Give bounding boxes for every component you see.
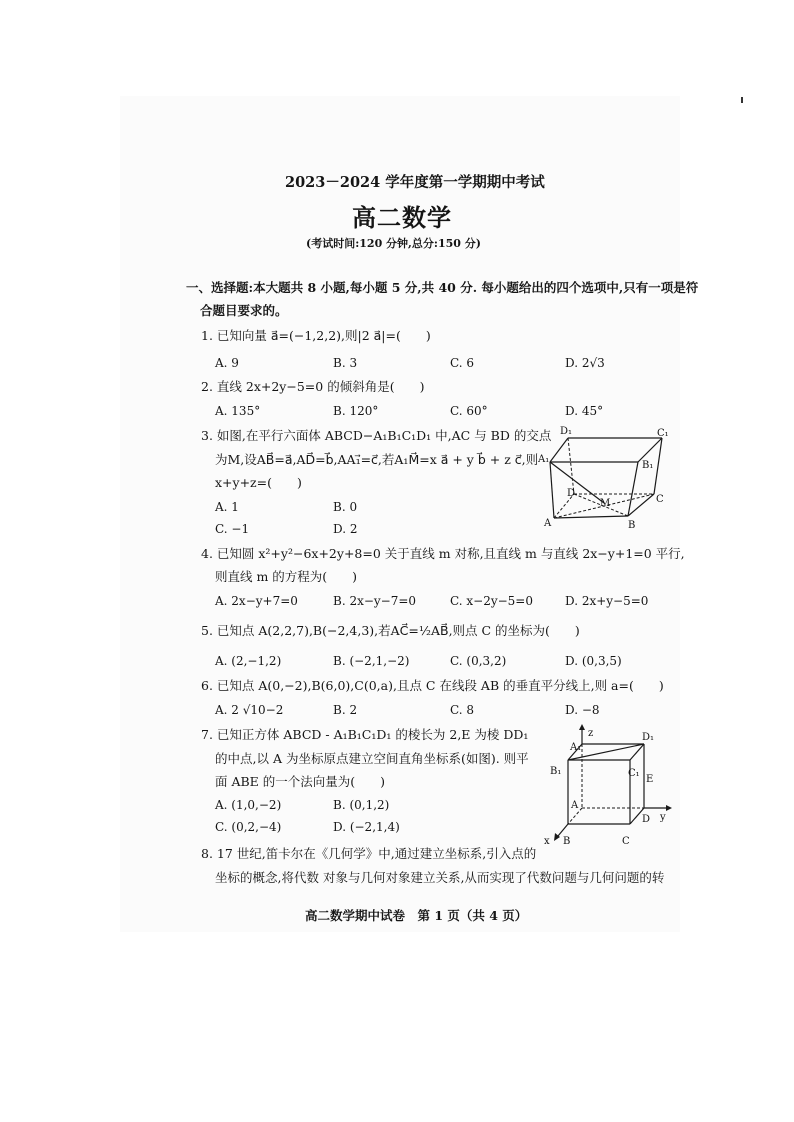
q7-option-c: C. (0,2,−4)	[215, 820, 282, 834]
question-3-line3: x+y+z=( )	[215, 475, 302, 490]
edge-a1-a	[550, 462, 554, 518]
label-d: D	[642, 814, 651, 825]
question-6: 6. 已知点 A(0,−2),B(6,0),C(0,a),且点 C 在线段 AB 的垂直平分线上,则 a=( )	[201, 678, 664, 693]
question-1: 1. 已知向量 a⃗=(−1,2,2),则|2 a⃗|=( )	[201, 328, 431, 343]
label-a: A	[571, 800, 579, 811]
z-arrow-icon	[579, 724, 585, 730]
label-a1: A₁	[570, 742, 582, 753]
y-arrow-icon	[666, 805, 672, 811]
question-8: 8. 17 世纪,笛卡尔在《几何学》中,通过建立坐标系,引入点的	[201, 846, 537, 861]
exam-info: (考试时间:120 分钟,总分:150 分)	[306, 237, 481, 250]
scan-mark	[741, 97, 743, 103]
label-a1: A₁	[538, 454, 550, 465]
q3-option-c: C. −1	[215, 522, 250, 536]
q5-option-a: A. (2,−1,2)	[215, 654, 282, 668]
q3-option-d: D. 2	[333, 522, 358, 536]
label-b: B	[563, 836, 571, 847]
q5-option-c: C. (0,3,2)	[450, 654, 507, 668]
q4-option-d: D. 2x+y−5=0	[565, 594, 649, 608]
q4-option-c: C. x−2y−5=0	[450, 594, 533, 608]
label-m: M	[600, 498, 611, 509]
question-4: 4. 已知圆 x²+y²−6x+2y+8=0 关于直线 m 对称,且直线 m 与直线 2x−y+1=0 平行,	[201, 546, 685, 561]
edge-d1-d	[568, 438, 574, 494]
section-heading-cont: 合题目要求的。	[200, 303, 288, 318]
exam-title: 2023－2024 学年度第一学期期中考试	[285, 174, 545, 191]
question-3: 3. 如图,在平行六面体 ABCD−A₁B₁C₁D₁ 中,AC 与 BD 的交点	[201, 428, 552, 443]
segment-a1-m	[550, 462, 604, 503]
question-7-line2: 的中点,以 A 为坐标原点建立空间直角坐标系(如图). 则平	[215, 751, 529, 766]
question-3-line2: 为M,设AB⃗=a⃗,AD⃗=b⃗,AA₁⃗=c⃗,若A₁M⃗=x a⃗ + y b⃗ + z c⃗,则	[215, 452, 539, 467]
q5-option-b: B. (−2,1,−2)	[333, 654, 410, 668]
label-b1: B₁	[642, 460, 654, 471]
label-c1: C₁	[628, 768, 640, 779]
q4-option-a: A. 2x−y+7=0	[215, 594, 298, 608]
axis-x	[558, 824, 568, 836]
q6-option-a: A. 2 √10−2	[215, 703, 284, 717]
q1-option-c: C. 6	[450, 356, 475, 370]
q6-option-b: B. 2	[333, 703, 358, 717]
question-7-line3: 面 ABE 的一个法向量为( )	[215, 774, 386, 789]
question-8-line2: 坐标的概念,将代数 对象与几何对象建立关系,从而实现了代数问题与几何问题的转	[215, 870, 665, 885]
q2-option-a: A. 135°	[215, 404, 261, 418]
q2-option-c: C. 60°	[450, 404, 488, 418]
label-a: A	[544, 518, 552, 529]
question-5: 5. 已知点 A(2,2,7),B(−2,4,3),若AC⃗=½AB⃗,则点 C 的坐标为( )	[201, 623, 580, 638]
q1-option-b: B. 3	[333, 356, 358, 370]
q6-option-d: D. −8	[565, 703, 600, 717]
q2-option-b: B. 120°	[333, 404, 379, 418]
q1-option-d: D. 2√3	[565, 356, 605, 370]
label-d: D	[567, 488, 576, 499]
edge-d1-a1	[550, 438, 568, 462]
edge-c1-b1	[638, 438, 662, 462]
edge-b1-b	[628, 462, 638, 516]
q2-option-d: D. 45°	[565, 404, 604, 418]
label-d1: D₁	[642, 732, 655, 743]
question-2: 2. 直线 2x+2y−5=0 的倾斜角是( )	[201, 379, 425, 394]
label-c: C	[622, 836, 630, 847]
label-c1: C₁	[657, 428, 669, 439]
cube-coordinate-figure	[538, 724, 678, 848]
parallelepiped-figure	[538, 420, 678, 532]
edge-c1-c	[654, 438, 662, 494]
subject-title: 高二数学	[352, 203, 452, 232]
q7-option-d: D. (−2,1,4)	[333, 820, 400, 834]
q5-option-d: D. (0,3,5)	[565, 654, 622, 668]
label-b1: B₁	[550, 766, 562, 777]
page-footer: 高二数学期中试卷 第 1 页（共 4 页）	[305, 908, 528, 923]
label-b: B	[628, 520, 636, 531]
q7-option-b: B. (0,1,2)	[333, 798, 390, 812]
q4-option-b: B. 2x−y−7=0	[333, 594, 417, 608]
question-4-line2: 则直线 m 的方程为( )	[215, 569, 358, 584]
q3-option-a: A. 1	[215, 500, 239, 514]
q3-option-b: B. 0	[333, 500, 358, 514]
edge-a-b	[554, 516, 628, 518]
q7-option-a: A. (1,0,−2)	[215, 798, 282, 812]
label-z: z	[588, 728, 594, 739]
section-heading: 一、选择题:本大题共 8 小题,每小题 5 分,共 40 分. 每小题给出的四个选项中,只有一项是符	[186, 280, 699, 295]
label-d1: D₁	[560, 426, 573, 437]
q6-option-c: C. 8	[450, 703, 475, 717]
label-y: y	[660, 812, 666, 823]
q1-option-a: A. 9	[215, 356, 239, 370]
question-7: 7. 已知正方体 ABCD - A₁B₁C₁D₁ 的棱长为 2,E 为棱 DD₁	[201, 727, 529, 742]
label-c: C	[656, 494, 664, 505]
label-x: x	[544, 836, 550, 847]
label-e: E	[646, 774, 654, 785]
